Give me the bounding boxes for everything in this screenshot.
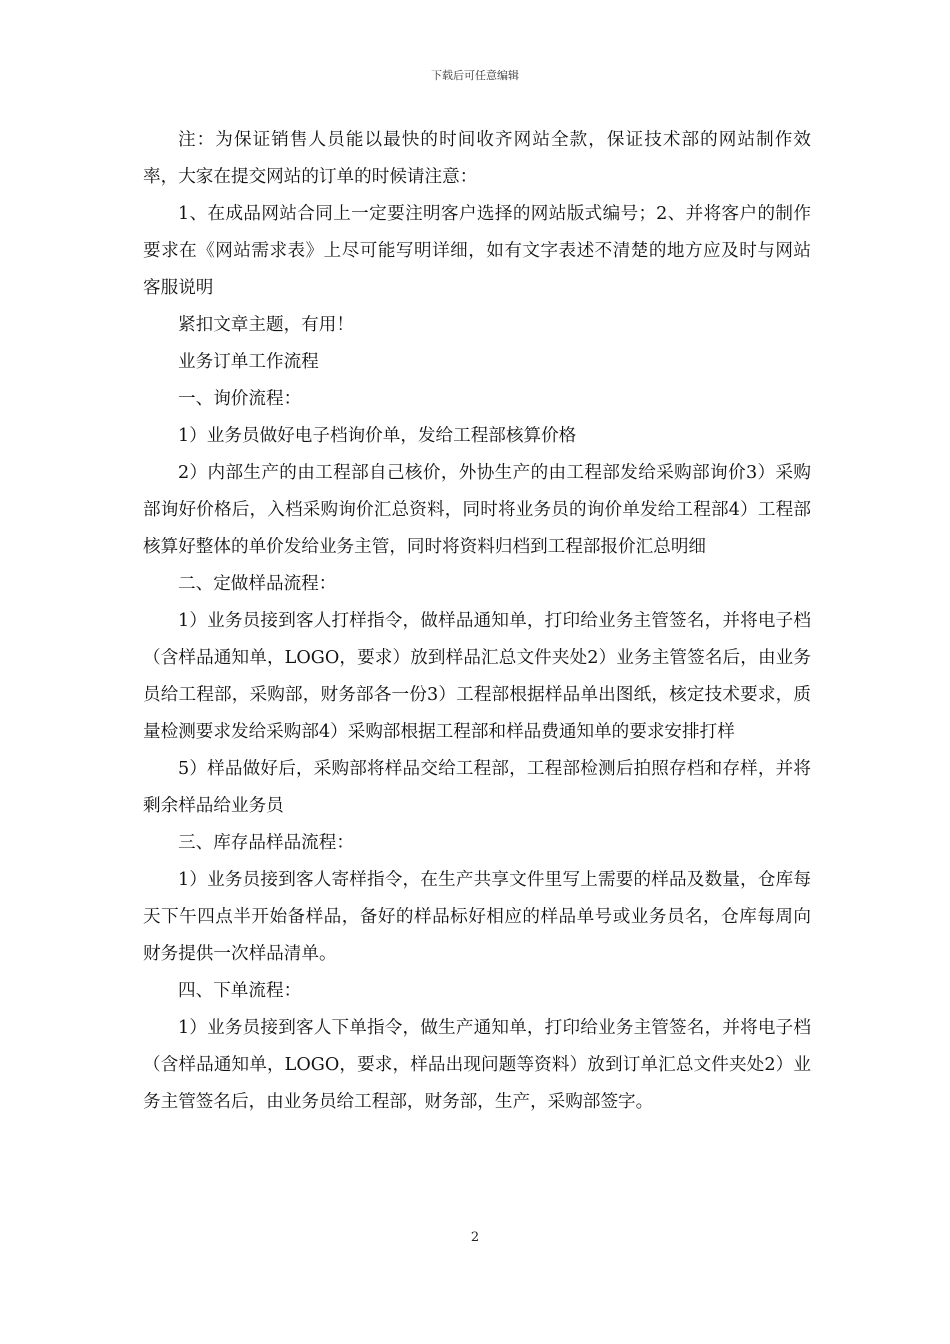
paragraph-order: 1）业务员接到客人下单指令，做生产通知单，打印给业务主管签名，并将电子档（含样品通知单，LOGO，要求，样品出现问题等资料）放到订单汇总文件夹处2）业务主管签名后，由业务员给工程部，财务部，生产，采购部签字。: [143, 1018, 811, 1112]
paragraph-inquiry-2: 2）内部生产的由工程部自己核价，外协生产的由工程部发给采购部询价3）采购部询好价格后，入档采购询价汇总资料，同时将业务员的询价单发给工程部4）工程部核算好整体的单价发给业务主管，同时将资料归档到工程部报价汇总明细: [143, 463, 811, 557]
paragraph-stock-sample: 1）业务员接到客人寄样指令，在生产共享文件里写上需要的样品及数量，仓库每天下午四点半开始备样品，备好的样品标好相应的样品单号或业务员名，仓库每周向财务提供一次样品清单。: [143, 870, 811, 964]
page-number: 2: [470, 1230, 480, 1245]
heading-stock-sample: 三、库存品样品流程：: [178, 833, 354, 853]
heading-inquiry: 一、询价流程：: [178, 389, 302, 409]
paragraph-inquiry-1: 1）业务员做好电子档询价单，发给工程部核算价格: [178, 426, 577, 446]
paragraph-sample-1: 1）业务员接到客人打样指令，做样品通知单，打印给业务主管签名，并将电子档（含样品通知单，LOGO，要求）放到样品汇总文件夹处2）业务主管签名后，由业务员给工程部，采购部，财务部各一份3）工程部根据样品单出图纸，核定技术要求，质量检测要求发给采购部4）采购部根据工程部和样品费通知单的要求安排打样: [143, 611, 811, 742]
paragraph-sample-2: 5）样品做好后，采购部将样品交给工程部，工程部检测后拍照存档和存样，并将剩余样品给业务员: [143, 759, 811, 816]
page-header: 下载后可任意编辑: [431, 69, 519, 82]
document-body: [143, 122, 811, 1121]
heading-sample: 二、定做样品流程：: [178, 574, 337, 594]
heading-order: 四、下单流程：: [178, 981, 302, 1001]
paragraph-note-items: 1、在成品网站合同上一定要注明客户选择的网站版式编号；2、并将客户的制作要求在《网站需求表》上尽可能写明详细，如有文字表述不清楚的地方应及时与网站客服说明: [143, 204, 811, 298]
paragraph-note: 注：为保证销售人员能以最快的时间收齐网站全款，保证技术部的网站制作效率，大家在提交网站的订单的时候请注意：: [143, 130, 811, 187]
paragraph-remark: 紧扣文章主题，有用！: [178, 315, 354, 335]
section-title: 业务订单工作流程: [178, 352, 319, 372]
